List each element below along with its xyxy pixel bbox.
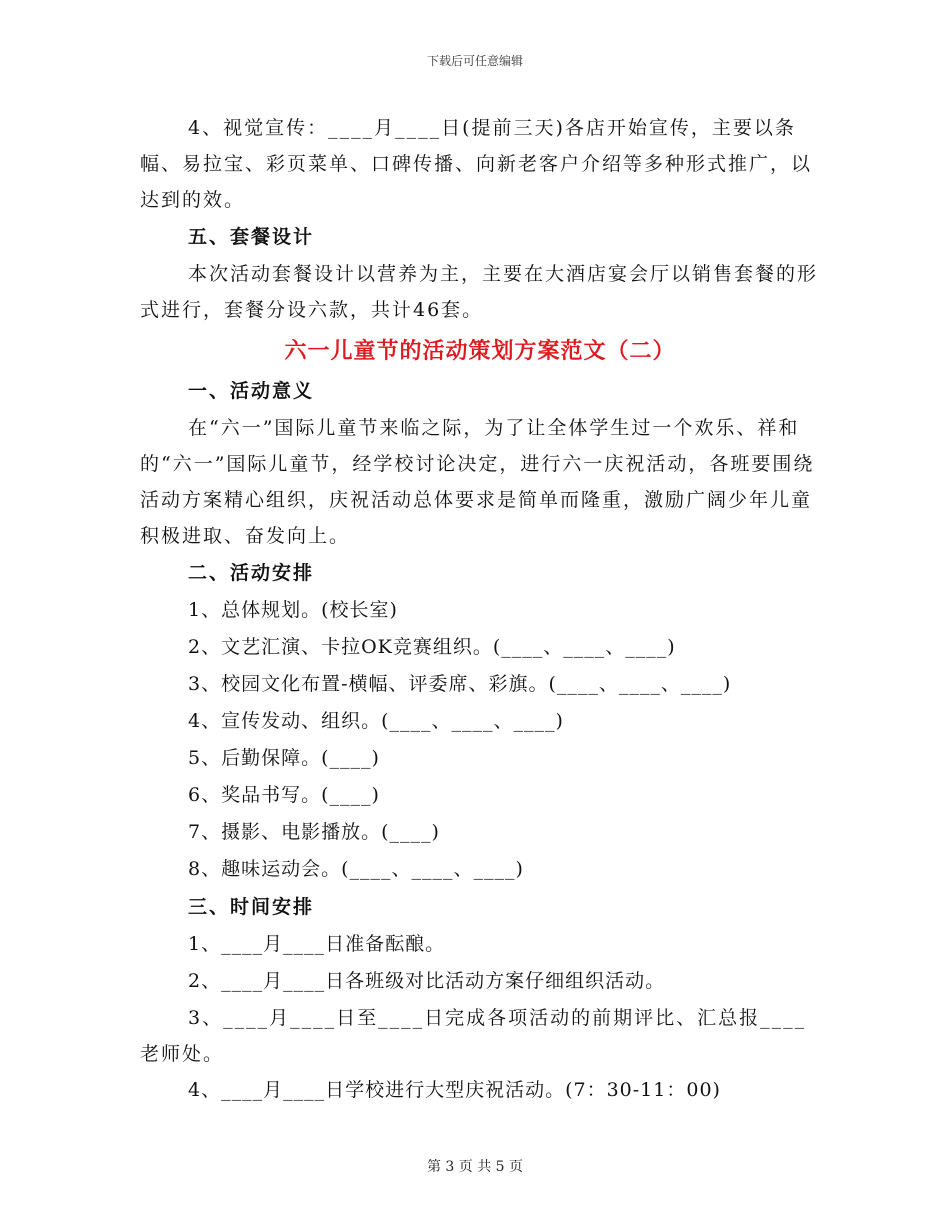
page-header: 下载后可任意编辑	[426, 54, 523, 68]
schedule-item: 4、____月____日学校进行大型庆祝活动。(7：30-11：00)	[188, 1079, 721, 1101]
arrangement-item: 3、校园文化布置-横幅、评委席、彩旗。(____、____、____)	[188, 673, 732, 695]
schedule-item: 1、____月____日准备酝酿。	[188, 933, 446, 955]
section-heading-arrangement: 二、活动安排	[188, 562, 315, 584]
document-body	[140, 110, 820, 1109]
schedule-item: 3、____月____日至____日完成各项活动的前期评比、汇总报____老师处。	[140, 1007, 807, 1065]
page-footer: 第 3 页 共 5 页	[426, 1159, 524, 1175]
arrangement-item: 6、奖品书写。(____)	[188, 784, 380, 806]
arrangement-item: 8、趣味运动会。(____、____、____)	[188, 858, 524, 880]
arrangement-item: 1、总体规划。(校长室)	[188, 599, 398, 621]
schedule-item: 2、____月____日各班级对比活动方案仔细组织活动。	[188, 970, 666, 992]
meaning-paragraph: 在“六一”国际儿童节来临之际，为了让全体学生过一个欢乐、祥和的“六一”国际儿童节，经学校讨论决定，进行六一庆祝活动，各班要围绕活动方案精心组织，庆祝活动总体要求是简单而隆重，激励广阔少年儿童积极进取、奋发向上。	[140, 417, 815, 547]
section-heading-package: 五、套餐设计	[188, 226, 315, 248]
section-heading-schedule: 三、时间安排	[188, 896, 315, 918]
document-title: 六一儿童节的活动策划方案范文（二）	[284, 339, 676, 364]
section-heading-meaning: 一、活动意义	[188, 380, 315, 402]
arrangement-item: 7、摄影、电影播放。(____)	[188, 821, 440, 843]
arrangement-item: 4、宣传发动、组织。(____、____、____)	[188, 710, 564, 732]
package-paragraph: 本次活动套餐设计以营养为主，主要在大酒店宴会厅以销售套餐的形式进行，套餐分设六款，共计46套。	[140, 263, 819, 321]
arrangement-item: 5、后勤保障。(____)	[188, 747, 380, 769]
visual-promo-item: 4、视觉宣传：____月____日(提前三天)各店开始宣传，主要以条幅、易拉宝、彩页菜单、口碑传播、向新老客户介绍等多种形式推广，以达到的效。	[140, 117, 813, 211]
arrangement-item: 2、文艺汇演、卡拉OK竞赛组织。(____、____、____)	[188, 636, 676, 658]
